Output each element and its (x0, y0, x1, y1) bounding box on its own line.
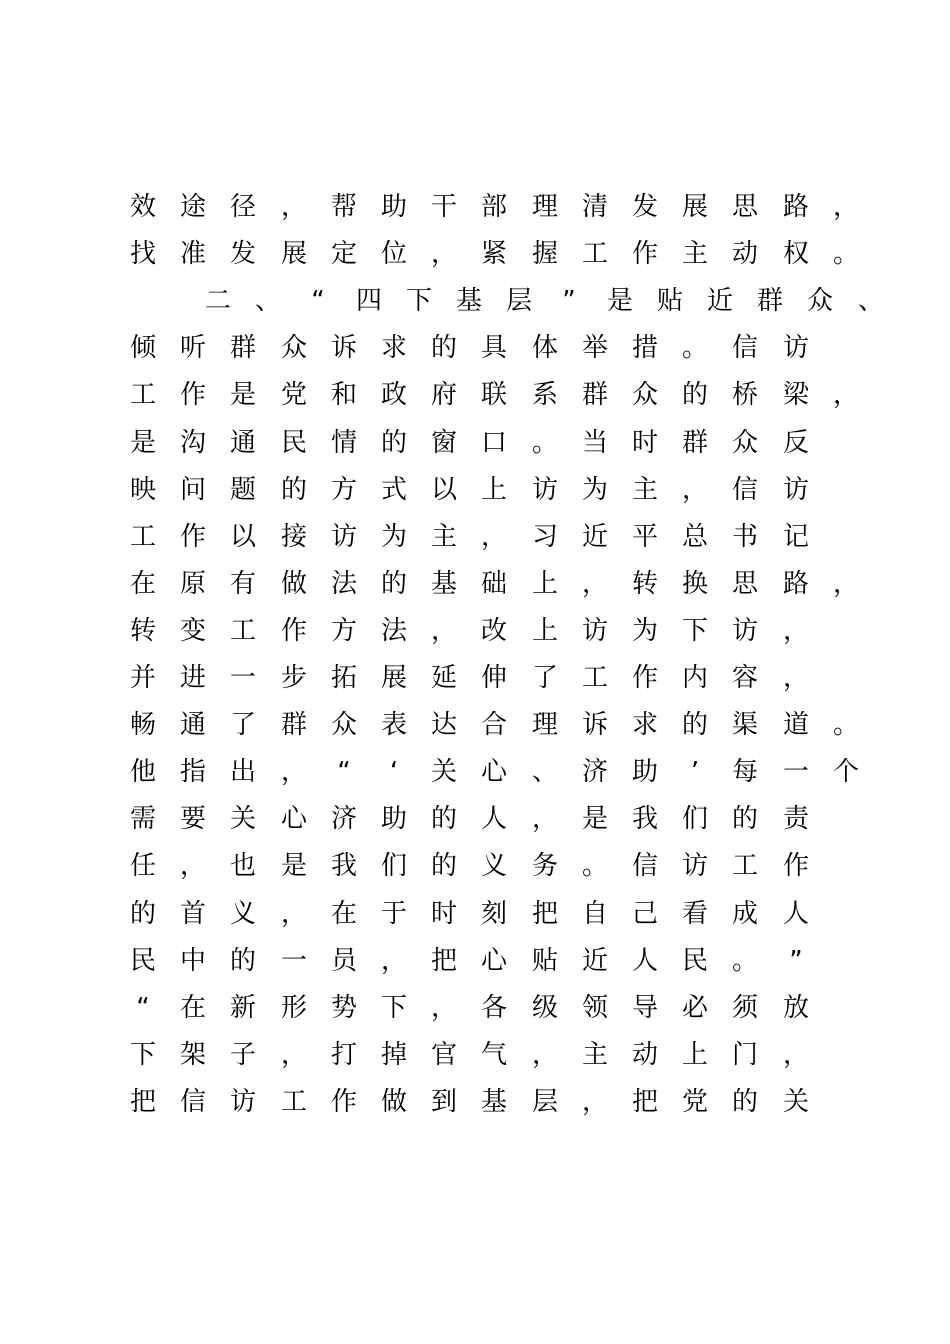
text-line-glyphs: 二 、 “ 四 下 基 层 ” 是 贴 近 群 众 、 (204, 286, 884, 316)
text-line-glyphs: 民 中 的 一 员 ， 把 心 贴 近 人 民 。 ” (129, 946, 803, 976)
text-line-glyphs: 是 沟 通 民 情 的 窗 口 。 当 时 群 众 反 (129, 428, 809, 458)
text-line-glyphs: 的 首 义 ， 在 于 时 刻 把 自 己 看 成 人 (129, 899, 809, 929)
text-line-glyphs: “ 在 新 形 势 下 ， 各 级 领 导 必 须 放 (136, 993, 809, 1023)
text-line-glyphs: 找 准 发 展 定 位 ， 紧 握 工 作 主 动 权 。 (129, 239, 859, 269)
text-line-glyphs: 并 进 一 步 拓 展 延 伸 了 工 作 内 容 ， (129, 663, 809, 693)
text-line-glyphs: 转 变 工 作 方 法 ， 改 上 访 为 下 访 ， (129, 616, 809, 646)
text-line-glyphs: 下 架 子 ， 打 掉 官 气 ， 主 动 上 门 ， (129, 1040, 809, 1070)
text-line-glyphs: 映 问 题 的 方 式 以 上 访 为 主 ， 信 访 (129, 475, 809, 505)
text-line-glyphs: 畅 通 了 群 众 表 达 合 理 诉 求 的 渠 道 。 (129, 710, 859, 740)
text-line-glyphs: 他 指 出 ， “ ‘ 关 心 、 济 助 ’ 每 一 个 (129, 757, 859, 787)
text-line-glyphs: 工 作 是 党 和 政 府 联 系 群 众 的 桥 梁 ， (129, 380, 859, 410)
text-line-glyphs: 任 ， 也 是 我 们 的 义 务 。 信 访 工 作 (129, 851, 809, 881)
text-line-glyphs: 倾 听 群 众 诉 求 的 具 体 举 措 。 信 访 (129, 333, 809, 363)
text-line-glyphs: 效 途 径 ， 帮 助 干 部 理 清 发 展 思 路 ， (129, 192, 859, 222)
text-line-glyphs: 在 原 有 做 法 的 基 础 上 ， 转 换 思 路 ， (129, 569, 859, 599)
text-line-glyphs: 工 作 以 接 访 为 主 ， 习 近 平 总 书 记 (129, 522, 809, 552)
text-line-glyphs: 把 信 访 工 作 做 到 基 层 ， 把 党 的 关 (129, 1087, 809, 1117)
text-line-glyphs: 需 要 关 心 济 助 的 人 ， 是 我 们 的 责 (129, 804, 809, 834)
